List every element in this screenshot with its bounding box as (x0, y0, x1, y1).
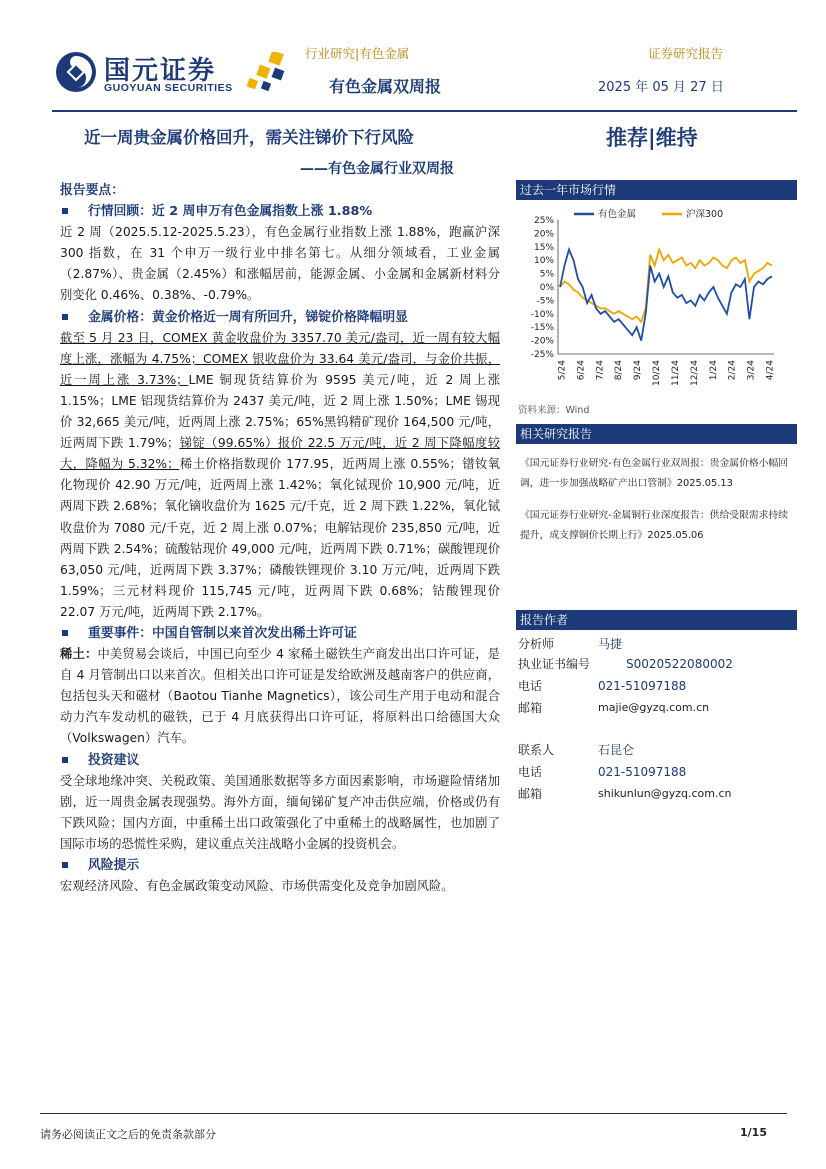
y-tick-label: 15% (533, 242, 554, 253)
x-tick-label: 2/24 (727, 360, 738, 381)
risk-text: 宏观经济风险、有色金属政策变动风险、市场供需变化及竞争加剧风险。 (60, 879, 454, 894)
market-review-heading: 行情回顾：近 2 周申万有色金属指数上涨 1.88% (60, 201, 500, 222)
page-number: 1/15 (740, 1126, 767, 1139)
chart-source: 资料来源：Wind (518, 405, 590, 416)
key-events-text (60, 644, 500, 749)
y-tick-label: 10% (533, 256, 554, 267)
report-category: 行业研究|有色金属 (305, 46, 410, 61)
related-reports-header: 相关研究报告 (516, 424, 797, 444)
analyst-label: 分析师 (518, 637, 555, 651)
report-title: 近一周贵金属价格回升，需关注锑价下行风险 (84, 128, 414, 147)
related-report-2[interactable]: 《国元证券行业研究-金属铜行业深度报告：供给受限需求持续提升，成支撑铜价长期上行》2025.05.06 (520, 510, 789, 541)
x-tick-label: 8/24 (614, 360, 625, 381)
logo-globe-icon (54, 50, 98, 94)
investment-advice-text: 受全球地缘冲突、关税政策、美国通胀数据等多方面因素影响，市场避险情绪加剧，近一周贵金属表现强势。海外方面，缅甸锑矿复产冲击供应端，价格或仍有下跌风险；国内方面，中重稀土出口政策强化了中重稀土的战略属性，也加剧了国际市场的恐慌性采购，建议重点关注战略小金属的投资机会。 (60, 773, 500, 851)
x-tick-label: 4/24 (765, 360, 776, 381)
logo-cn-text: 国元证券 (104, 56, 217, 86)
x-tick-label: 10/24 (652, 360, 663, 386)
company-logo (54, 46, 284, 98)
legend-label: 沪深300 (686, 209, 724, 220)
x-tick-label: 7/24 (595, 360, 606, 381)
y-tick-label: -15% (530, 323, 554, 334)
key-events-heading: 重要事件：中国自管制以来首次发出稀土许可证 (60, 623, 500, 644)
mail-label-1: 邮箱 (518, 701, 543, 715)
x-tick-label: 6/24 (576, 360, 587, 381)
mail-row-2 (518, 784, 797, 804)
y-tick-label: -20% (530, 336, 554, 347)
contact-row (518, 740, 797, 760)
email-1[interactable]: majie@gyzq.com.cn (598, 701, 710, 714)
metal-prices-plain-1: LME 铜现货结算价为 9595 美元/吨，近 2 周上涨 1.15%；LME 铝现货结算价为 2437 美元/吨，近 2 周上涨 1.50%；LME 锡现价 32,665 美元/吨，近两周上涨 2.75%；65%黑钨精矿现价 164,500 元/吨，近两周下跌 1.79%； (60, 372, 500, 451)
y-tick-label: 25% (533, 216, 554, 226)
phone-label-2: 电话 (518, 765, 543, 779)
footer-divider (40, 1113, 787, 1114)
phone-label-1: 电话 (518, 679, 543, 693)
analyst-row (518, 634, 797, 654)
risk-heading: 风险提示 (60, 855, 500, 876)
legend-label: 有色金属 (598, 209, 637, 220)
contact-name: 石昆仑 (598, 743, 635, 757)
contact-label: 联系人 (518, 743, 555, 757)
phone-row-2 (518, 762, 797, 782)
metal-prices-heading: 金属价格：黄金价格近一周有所回升，锑锭价格降幅明显 (60, 307, 500, 328)
phone-number-2: 021-51097188 (598, 765, 687, 779)
summary-heading: 报告要点： (60, 183, 124, 198)
x-tick-label: 5/24 (557, 360, 568, 381)
footer-disclaimer[interactable]: 请务必阅读正文之后的免责条款部分 (40, 1128, 216, 1141)
metal-prices-underlined-1: 截至 5 月 23 日，COMEX 黄金收盘价为 3357.70 美元/盎司，近一周有较大幅度上涨，涨幅为 4.75%；COMEX 银收盘价为 33.64 美元/盎司，与金价共振，近一周上涨 3.73%； (60, 330, 500, 387)
rating-badge: 推荐|维持 (606, 126, 698, 150)
x-tick-label: 9/24 (633, 360, 644, 381)
metal-prices-underlined-2: 锑锭（99.65%）报价 22.5 万元/吨，近 2 周下降幅度较大，降幅为 5.32%； (60, 436, 500, 472)
analyst-name: 马捷 (598, 637, 623, 651)
y-tick-label: -10% (530, 309, 554, 320)
metal-prices-plain-2: 稀土价格指数现价 177.95，近两周上涨 0.55%；镨钕氧化物现价 42.90 万元/吨，近两周上涨 1.42%；氧化铽现价 10,900 元/吨，近两周下跌 2.68%；氧化镝收盘价为 1625 元/千克，近 2 周下跌 1.22%，氧化铽收盘价为 7080 元/千克，近 2 周上涨 0.07%；电解钴现价 235,850 元/吨，近两周下跌 2.54%；硫酸钴现价 49,000 元/吨，近两周下跌 0.71%；碳酸锂现价 63,050 元/吨，近两周下跌 3.37%；磷酸铁锂现价 3.10 万元/吨，近两周下跌 1.59%；三元材料现价 115,745 元/吨，近两周下跌 0.68%；钴酸锂现价 22.07 万元/吨，近两周下跌 2.17%。 (60, 457, 500, 619)
cert-label: 执业证书编号 (518, 657, 591, 671)
key-events-lead: 稀土： (60, 647, 98, 662)
x-tick-label: 1/24 (708, 360, 719, 381)
header-divider (52, 110, 797, 112)
report-subtitle: ——有色金属行业双周报 (300, 161, 454, 177)
logo-en-text: GUOYUAN SECURITIES (104, 82, 233, 94)
related-report-1[interactable]: 《国元证券行业研究-有色金属行业双周报：贵金属价格小幅回调，进一步加强战略矿产出口管制》2025.05.13 (520, 458, 789, 489)
cert-row (518, 654, 797, 674)
investment-advice-heading: 投资建议 (60, 750, 500, 771)
market-review-text: 近 2 周（2025.5.12-2025.5.23），有色金属行业指数上涨 1.88%，跑赢沪深 300 指数，在 31 个申万一级行业中排名第七。从细分领域看，工业金属（2.87%）、贵金属（2.45%）和涨幅居前，能源金属、小金属和金属新材料分别变化 0.46%、0.38%、-0.79%。 (60, 225, 500, 303)
authors-header: 报告作者 (516, 610, 797, 630)
phone-number-1: 021-51097188 (598, 679, 687, 693)
key-events-body: 中美贸易会谈后，中国已向至少 4 家稀土磁铁生产商发出出口许可证，是自 4 月管制出口以来首次。但相关出口许可证是发给欧洲及越南客户的供应商，包括包头天和磁材（Baotou Tianhe Magnetics），该公司生产用于电动和混合动力汽车发动机的磁铁，已于 4 月底获得出口许可证，将原料出口给德国大众（Volkswagen）汽车。 (60, 647, 500, 746)
market-chart-header: 过去一年市场行情 (516, 180, 797, 200)
logo-squares-icon (240, 52, 288, 92)
y-tick-label: 5% (539, 269, 554, 280)
market-chart (516, 204, 797, 394)
email-2[interactable]: shikunlun@gyzq.com.cn (598, 787, 732, 800)
report-series-name: 有色金属双周报 (329, 77, 442, 96)
y-tick-label: 20% (533, 229, 554, 240)
x-tick-label: 12/24 (689, 360, 700, 386)
y-tick-label: -25% (530, 350, 554, 360)
x-tick-label: 3/24 (746, 360, 757, 381)
report-body (60, 180, 500, 897)
mail-row-1 (518, 698, 797, 718)
cert-number: S0020522080002 (626, 657, 733, 671)
mail-label-2: 邮箱 (518, 787, 543, 801)
x-tick-label: 11/24 (670, 360, 681, 386)
document-type: 证券研究报告 (648, 46, 724, 61)
phone-row-1 (518, 676, 797, 696)
market-chart-svg (516, 204, 797, 394)
metal-prices-text (60, 328, 500, 623)
y-tick-label: -5% (536, 296, 554, 307)
y-tick-label: 0% (539, 283, 554, 293)
report-date: 2025 年 05 月 27 日 (598, 80, 724, 95)
